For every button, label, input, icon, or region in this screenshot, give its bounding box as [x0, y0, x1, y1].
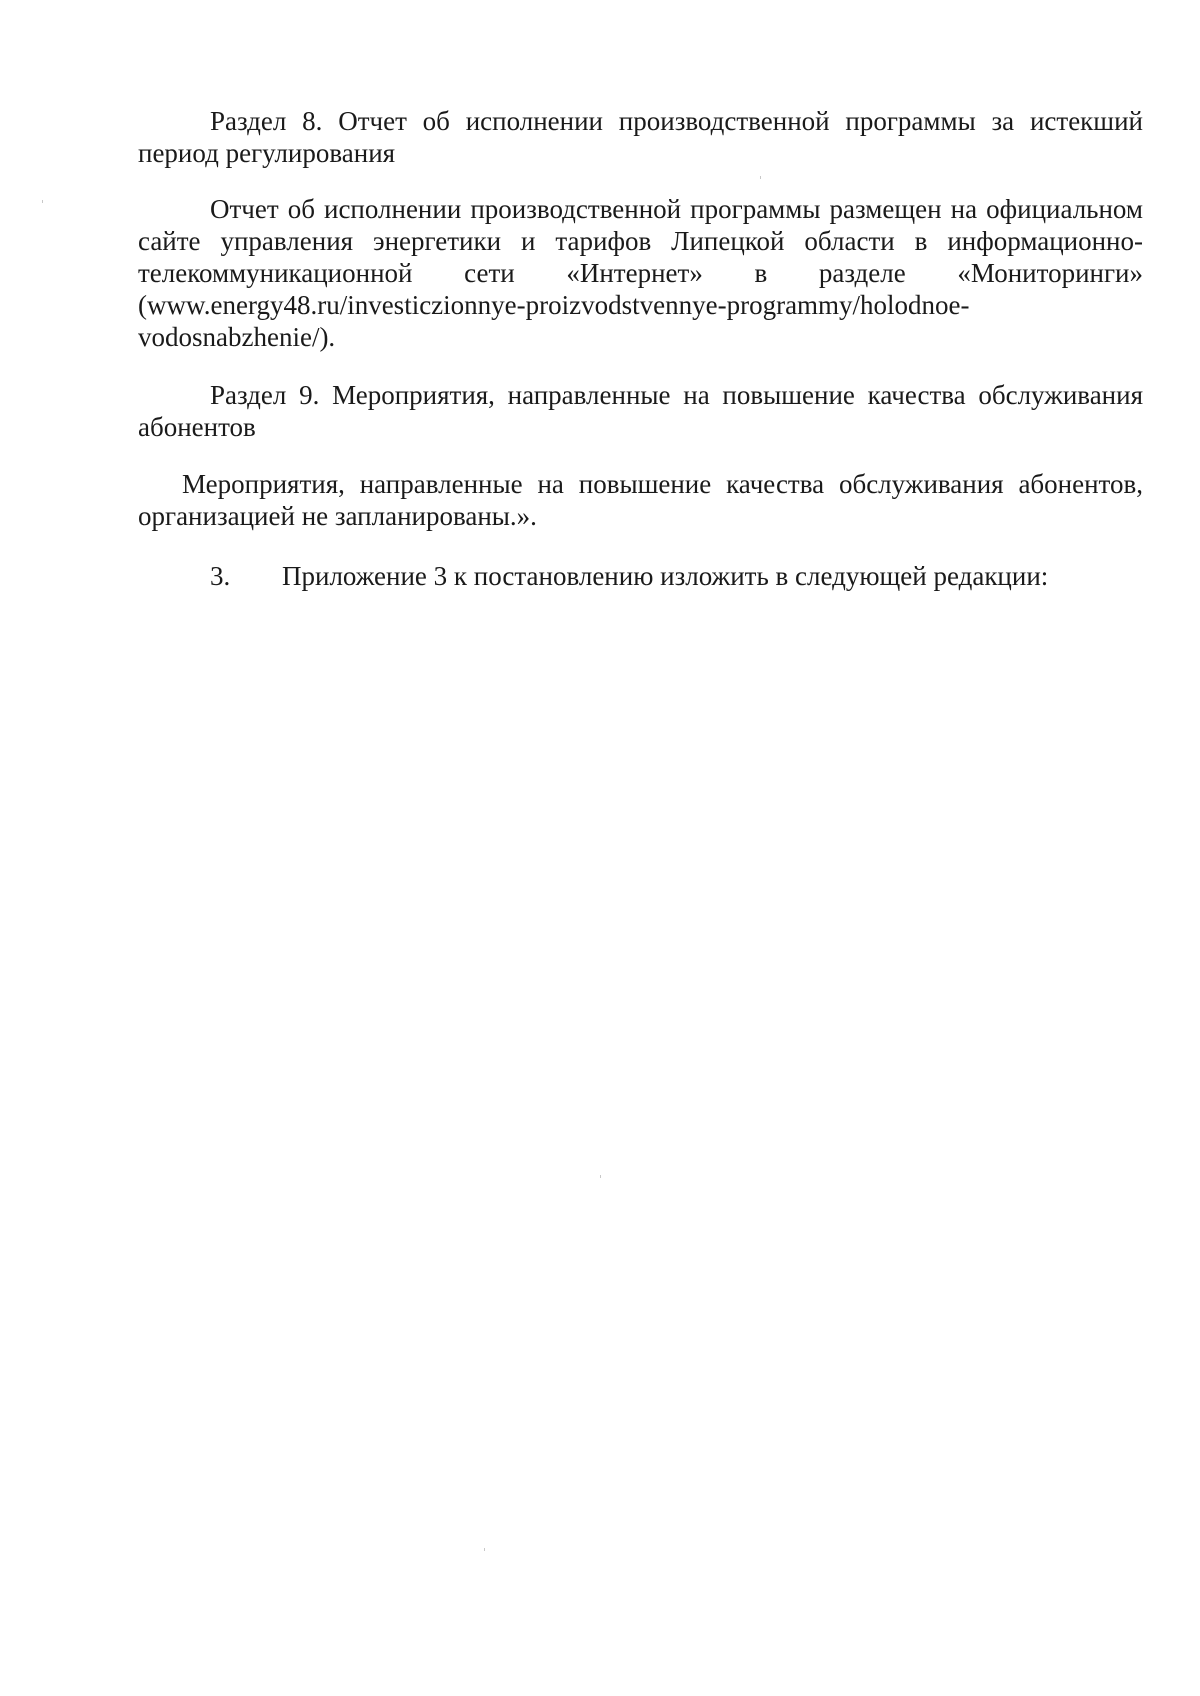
item-3-number: 3.: [210, 561, 231, 591]
document-content: [138, 105, 1143, 592]
scan-speck: [760, 176, 761, 179]
scan-speck: [484, 1548, 485, 1551]
scan-speck: [600, 1175, 601, 1178]
item-3-text: Приложение 3 к постановлению изложить в следующей редакции:: [282, 561, 1049, 591]
scan-speck: [42, 200, 43, 203]
section-9-body: Мероприятия, направленные на повышение качества обслуживания абонентов, организацией не запланированы.».: [138, 469, 1143, 531]
section-8-title: Раздел 8. Отчет об исполнении производственной программы за истекший период регулирования: [138, 106, 1143, 168]
section-8-body: Отчет об исполнении производственной программы размещен на официальном сайте управления энергетики и тарифов Липецкой области в информационно-телекоммуникационной сети «Интернет» в разделе «Мониторинги» (www.energy48.ru/investiczionnye-proizvodstvennye-programmy/holodnoe-vodosnabzhenie/).: [138, 194, 1143, 352]
section-9-title: Раздел 9. Мероприятия, направленные на повышение качества обслуживания абонентов: [138, 380, 1143, 442]
item-3: [138, 560, 1143, 592]
